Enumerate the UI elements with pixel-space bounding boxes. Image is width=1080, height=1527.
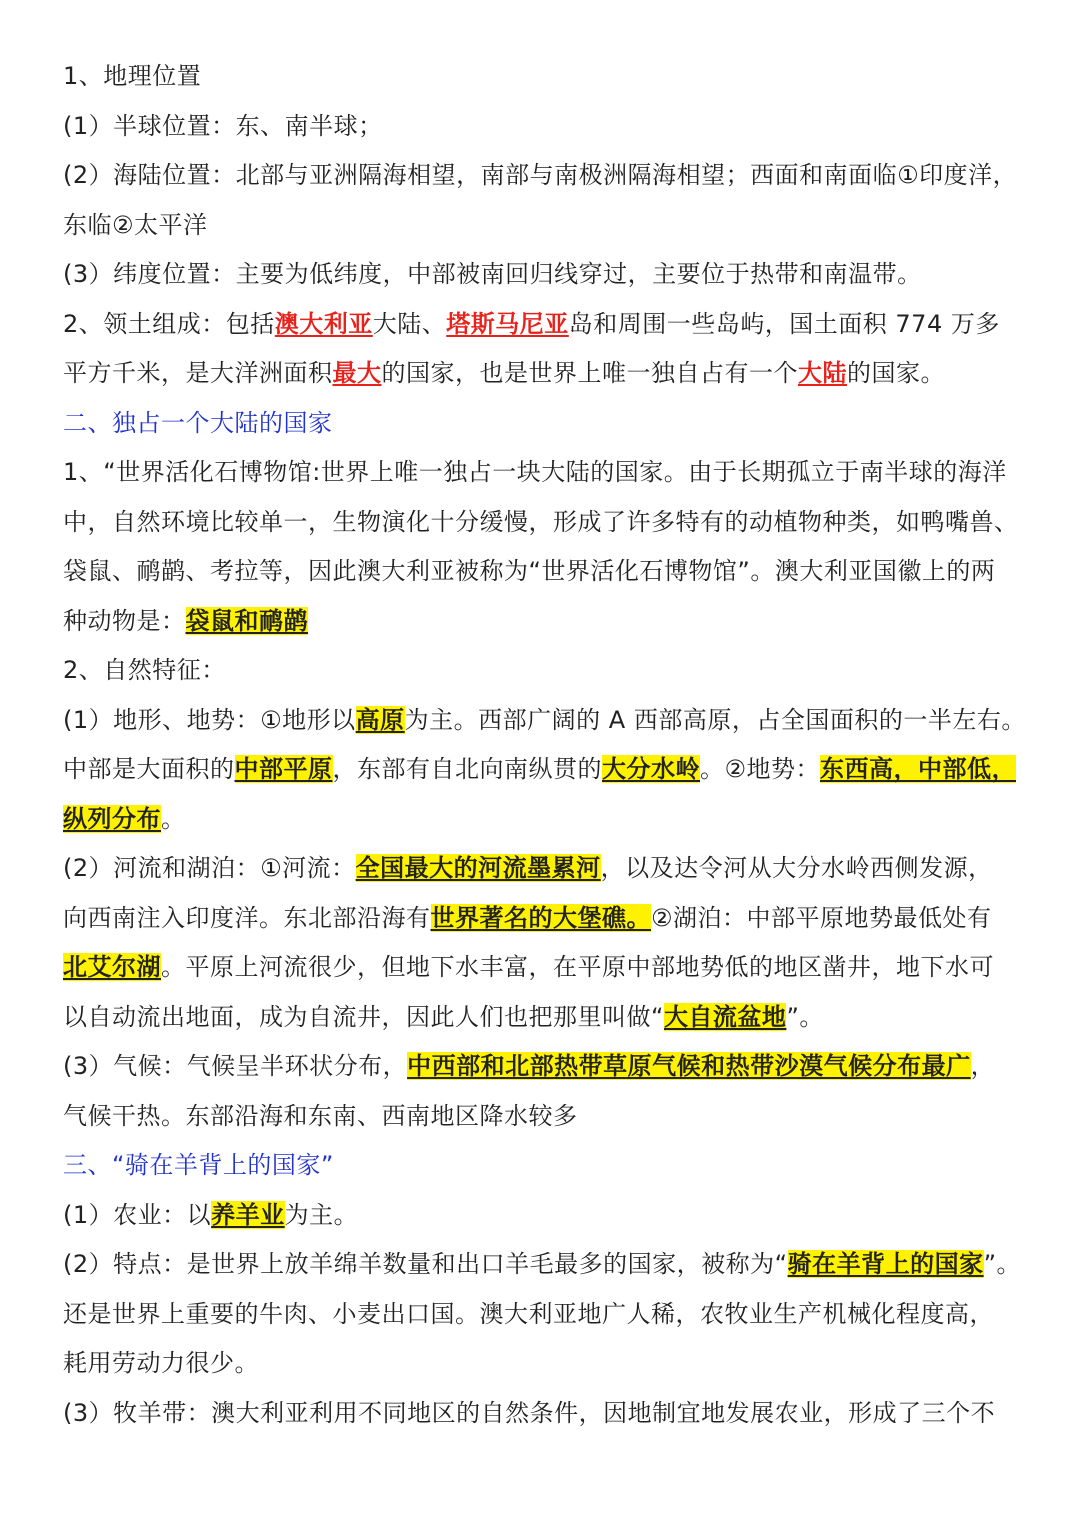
highlighted-text: 纵列分布 [63, 804, 161, 833]
highlighted-text: 世界著名的大堡礁。 [430, 903, 651, 932]
text-line [63, 1389, 1020, 1439]
red-emphasis-text: 澳大利亚 [274, 309, 373, 338]
text-line [63, 993, 1020, 1043]
text-segment: 袋鼠、鸸鹋、考拉等，因此澳大利亚被称为“世界活化石博物馆”。澳大利亚国徽上的两 [63, 557, 996, 585]
text-line [63, 844, 1020, 894]
text-segment: (1）地形、地势：①地形以 [63, 705, 356, 734]
text-segment: ”。 [983, 1250, 1022, 1278]
text-segment: 还是世界上重要的牛肉、小麦出口国。澳大利亚地广人稀，农牧业生产机械化程度高， [63, 1299, 994, 1328]
text-line [63, 250, 1020, 300]
text-line [63, 943, 1020, 993]
text-line [63, 795, 1020, 845]
highlighted-text: 袋鼠和鸸鹋 [185, 606, 308, 635]
text-segment: (3）气候：气候呈半环状分布， [63, 1052, 408, 1080]
text-segment: 二、独占一个大陆的国家 [63, 408, 333, 437]
text-segment: 。平原上河流很少，但地下水丰富，在平原中部地势低的地区凿井，地下水可 [161, 953, 994, 981]
highlighted-text: 东西高，中部低， [820, 755, 1017, 783]
highlighted-text: 北艾尔湖 [63, 953, 161, 981]
highlighted-text: 中部平原 [234, 755, 333, 783]
highlighted-text: 高原 [355, 705, 405, 734]
text-line [63, 696, 1026, 746]
text-segment: (2）特点：是世界上放羊绵羊数量和出口羊毛最多的国家，被称为“ [63, 1250, 788, 1278]
text-segment: 岛和周围一些岛屿，国土面积 774 万多 [568, 309, 1000, 338]
text-line [63, 52, 1020, 102]
text-line [63, 349, 1020, 399]
document-body [63, 52, 1026, 1438]
text-segment: 东临②太平洋 [63, 210, 208, 239]
text-segment: ②湖泊：中部平原地势最低处有 [651, 903, 992, 932]
text-line [63, 1191, 1020, 1241]
text-line [63, 597, 1020, 647]
text-segment: 2、领土组成：包括 [63, 309, 275, 338]
text-segment: 的国家，也是世界上唯一独自占有一个 [381, 359, 798, 387]
text-line [63, 1339, 1020, 1389]
text-line [63, 498, 1020, 548]
text-segment: 为主。 [284, 1200, 359, 1229]
text-segment: 中，自然环境比较单一，生物演化十分缓慢，形成了许多特有的动植物种类，如鸭嘴兽、 [63, 507, 1019, 536]
text-segment: (1）农业：以 [63, 1200, 212, 1229]
text-segment: 以自动流出地面，成为自流井，因此人们也把那里叫做“ [63, 1002, 664, 1031]
text-segment: (3）纬度位置：主要为低纬度，中部被南回归线穿过，主要位于热带和南温带。 [63, 260, 922, 288]
highlighted-text: 骑在羊背上的国家 [787, 1250, 984, 1278]
text-line [63, 151, 1020, 201]
text-segment: 。②地势： [700, 755, 821, 783]
text-segment: 为主。西部广阔的 A 西部高原，占全国面积的一半左右。 [404, 705, 1026, 734]
text-segment: 三、“骑在羊背上的国家” [63, 1151, 334, 1179]
text-line [63, 1240, 1020, 1290]
text-line [63, 1092, 1020, 1142]
text-segment: 耗用劳动力很少。 [63, 1349, 259, 1377]
text-segment: ”。 [786, 1002, 824, 1031]
text-segment: (2）海陆位置：北部与亚洲隔海相望，南部与南极洲隔海相望；西面和南面临①印度洋， [63, 161, 1018, 189]
text-line [63, 646, 1020, 696]
text-line [63, 1042, 1020, 1092]
text-segment: (2）河流和湖泊：①河流： [63, 854, 356, 882]
highlighted-text: 全国最大的河流墨累河 [355, 854, 601, 882]
section-heading [63, 399, 1020, 449]
highlighted-text: 中西部和北部热带草原气候和热带沙漠气候分布最广 [407, 1052, 971, 1080]
text-line [63, 1290, 1020, 1340]
highlighted-text: 养羊业 [211, 1200, 285, 1229]
text-segment: 向西南注入印度洋。东北部沿海有 [63, 903, 431, 932]
text-line [63, 745, 1020, 795]
highlighted-text: 大分水岭 [602, 755, 700, 783]
text-line [63, 102, 1020, 152]
red-emphasis-text: 最大 [332, 359, 382, 387]
text-segment: 的国家。 [847, 359, 945, 387]
text-segment: 种动物是： [63, 606, 186, 635]
text-segment: 1、地理位置 [63, 62, 202, 90]
text-segment: 。 [161, 804, 186, 833]
text-segment: 中部是大面积的 [63, 755, 235, 783]
text-segment: 1、“世界活化石博物馆:世界上唯一独占一块大陆的国家。由于长期孤立于南半球的海洋 [63, 458, 1007, 486]
text-segment: 平方千米，是大洋洲面积 [63, 359, 333, 387]
text-segment: (1）半球位置：东、南半球； [63, 111, 383, 140]
text-segment: 大陆、 [372, 309, 447, 338]
text-segment: ， [970, 1052, 996, 1080]
text-line [63, 894, 1020, 944]
text-line [63, 448, 1020, 498]
text-line [63, 201, 1020, 251]
text-segment: 2、自然特征： [63, 656, 226, 684]
section-heading [63, 1141, 1020, 1191]
text-segment: 气候干热。东部沿海和东南、西南地区降水较多 [63, 1101, 578, 1130]
text-segment: ，东部有自北向南纵贯的 [332, 755, 602, 783]
text-segment: ，以及达令河从大分水岭西侧发源， [600, 854, 993, 882]
highlighted-text: 大自流盆地 [663, 1002, 787, 1031]
red-emphasis-text: 大陆 [798, 359, 847, 387]
red-emphasis-text: 塔斯马尼亚 [446, 309, 569, 338]
text-line [63, 300, 1020, 350]
text-segment: (3）牧羊带：澳大利亚利用不同地区的自然条件，因地制宜地发展农业，形成了三个不 [63, 1398, 996, 1427]
text-line [63, 547, 1020, 597]
